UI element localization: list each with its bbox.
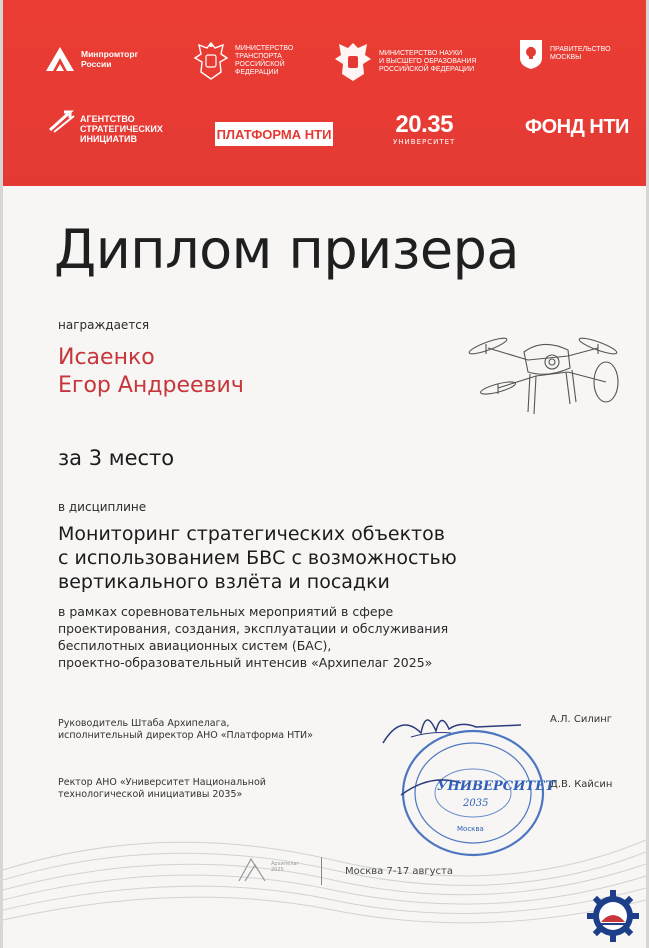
- archipelago-icon: [235, 855, 269, 885]
- platform-nti-logo: ПЛАТФОРМА НТИ: [215, 122, 333, 146]
- recipient-name: [58, 344, 244, 400]
- footer-divider: [321, 857, 322, 885]
- asi-logo: [48, 108, 163, 144]
- coat-of-arms-icon: [333, 40, 373, 84]
- discipline-line: Мониторинг стратегических объектов: [58, 523, 445, 545]
- moscow-emblem-icon: [518, 38, 544, 70]
- context-line: в рамках соревновательных мероприятий в сфере: [58, 604, 394, 619]
- mintrans-text: МИНИСТЕРСТВО ТРАНСПОРТА РОССИЙСКОЙ ФЕДЕРАЦИИ: [235, 45, 294, 76]
- archipelago-text: Архипелаг 2025: [271, 861, 300, 873]
- second-signatory-role: Ректор АНО «Университет Национальной технологической инициативы 2035»: [58, 777, 266, 800]
- drone-illustration-icon: [458, 316, 628, 424]
- context-text: [58, 603, 498, 671]
- place-text: за 3 место: [58, 446, 175, 470]
- university-2035-logo: [393, 112, 455, 146]
- minnauki-text: МИНИСТЕРСТВО НАУКИ И ВЫСШЕГО ОБРАЗОВАНИЯ РОССИЙСКОЙ ФЕДЕРАЦИИ: [379, 50, 477, 73]
- mintrans-logo: [193, 40, 293, 82]
- context-line: проектирования, создания, эксплуатации и обслуживания: [58, 621, 449, 636]
- stamp-center-sub: 2035: [463, 798, 489, 809]
- minpromtorg-text: Минпромторг России: [81, 49, 139, 69]
- diploma-title: Диплом призера: [54, 218, 520, 281]
- coat-of-arms-icon: [193, 40, 229, 82]
- discipline-label: в дисциплине: [58, 500, 147, 514]
- archipelago-logo: [235, 855, 300, 889]
- minnauki-logo: [333, 40, 476, 84]
- asi-text: АГЕНТСТВО СТРАТЕГИЧЕСКИХ ИНИЦИАТИВ: [80, 114, 163, 144]
- awarded-label: награждается: [58, 318, 150, 332]
- recipient-given-names: Егор Андреевич: [58, 373, 244, 398]
- decorative-waves: [3, 800, 646, 948]
- pravmos-text: ПРАВИТЕЛЬСТВО МОСКВЫ: [550, 46, 611, 61]
- gear-emblem-icon: [587, 890, 639, 942]
- university-2035-number: 20.35: [395, 111, 453, 138]
- header-banner: [3, 0, 646, 186]
- recipient-surname: Исаенко: [58, 345, 155, 370]
- second-signatory-name: Д.В. Кайсин: [550, 779, 613, 790]
- first-signatory-role: Руководитель Штаба Архипелага, исполнительный директор АНО «Платформа НТИ»: [58, 718, 313, 741]
- university-2035-sub: УНИВЕРСИТЕТ: [393, 138, 456, 146]
- asi-arrow-icon: [48, 108, 78, 134]
- context-line: проектно-образовательный интенсив «Архипелаг 2025»: [58, 655, 433, 670]
- footer-city-dates: Москва 7-17 августа: [345, 866, 454, 877]
- context-line: беспилотных авиационных систем (БАС),: [58, 638, 332, 653]
- stamp-center-text: УНИВЕРСИТЕТ: [437, 779, 555, 794]
- minpromtorg-icon: [45, 46, 75, 72]
- pravmos-logo: [518, 38, 611, 70]
- diploma-sheet: [3, 0, 646, 948]
- discipline-line: с использованием БВС с возможностью: [58, 547, 457, 569]
- stamp-city: Москва: [457, 825, 484, 833]
- discipline-line: вертикального взлёта и посадки: [58, 571, 390, 593]
- minpromtorg-logo: [45, 46, 138, 72]
- discipline-title: [58, 522, 528, 594]
- first-signatory-name: А.Л. Силинг: [550, 714, 613, 725]
- fond-nti-logo: ФОНД НТИ: [525, 116, 629, 138]
